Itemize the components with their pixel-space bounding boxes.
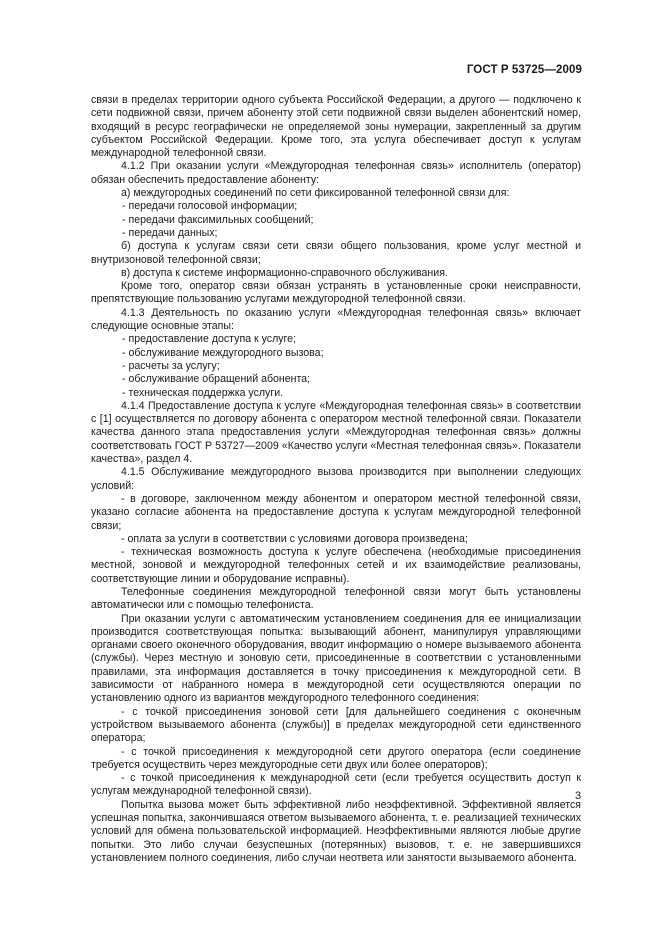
paragraph: 4.1.2 При оказании услуги «Междугородная телефонная связь» исполнитель (оператор) обязан обеспечить предоставление абоненту: (91, 160, 581, 186)
paragraph: При оказании услуги с автоматическим установлением соединения для ее инициализации производится соответствующая попытка: вызывающий абонент, манипулируя управляющими органами своего оконечного оборудования, вводит информацию о номере вызываемого абонента (службы). Через местную и зоновую сети, присоединенные в соответствии с установленными правилами, эта информация доставляется в точку присоединения к междугородной сети. В зависимости от набранного номера в междугородной сети осуществляются операции по установлению одного из вариантов междугородного телефонного соединения: (91, 612, 581, 705)
paragraph: Телефонные соединения междугородной телефонной связи могут быть установлены автоматически или с помощью телефониста. (91, 585, 581, 612)
list-item: - предоставление доступа к услуге; (122, 333, 297, 346)
list-item: - обслуживание обращений абонента; (122, 373, 311, 386)
paragraph: - оплата за услуги в соответствии с условиями договора произведена; (121, 532, 468, 545)
paragraph: - с точкой присоединения к междугородной сети другого оператора (если соединение требуется осуществить через междугородные сети двух или более операторов); (91, 745, 581, 771)
list-item: - передачи данных; (122, 226, 218, 239)
paragraph: 4.1.5 Обслуживание междугородного вызова производится при выполнении следующих условий: (91, 466, 581, 492)
paragraph: 4.1.4 Предоставление доступа к услуге «Междугородная телефонная связь» в соответствии с [1] осуществляется по договору абонента с оператором местной телефонной связи. Показатели качества данного этапа предоставления услуги «Междугородная телефонная связь» должны соответствовать ГОСТ Р 53727—2009 «Качество услуги «Местная телефонная связь». Показатели качества», раздел 4. (91, 399, 581, 466)
body-text (91, 94, 581, 865)
paragraph: 4.1.3 Деятельность по оказанию услуги «Междугородная телефонная связь» включает следующие основные этапы: (91, 306, 581, 333)
paragraph: Кроме того, оператор связи обязан устранять в установленные сроки неисправности, препятствующие пользованию услугами междугородной телефонной связи. (91, 280, 581, 306)
paragraph: а) междугородных соединений по сети фиксированной телефонной связи для: (121, 187, 510, 200)
paragraph: - с точкой присоединения к международной сети (если требуется осуществить доступ к услугам международной телефонной связи). (91, 772, 581, 798)
list-item: - передачи факсимильных сообщений; (122, 213, 314, 226)
paragraph: в) доступа к системе информационно-справочного обслуживания. (121, 266, 448, 279)
paragraph: - в договоре, заключенном между абонентом и оператором местной телефонной связи, указано согласие абонента на предоставление доступа к услугам междугородной телефонной связи; (91, 492, 581, 532)
list-item: - техническая поддержка услуги. (122, 386, 284, 399)
document-code: ГОСТ Р 53725—2009 (466, 64, 582, 76)
page-number: 3 (575, 790, 582, 802)
paragraph: - с точкой присоединения зоновой сети [для дальнейшего соединения с оконечным устройством вызываемого абонента (службы)] в пределах междугородной сети единственного оператора; (91, 705, 581, 745)
paragraph: б) доступа к услугам связи сети связи общего пользования, кроме услуг местной и внутризоновой телефонной связи; (91, 240, 581, 266)
paragraph: связи в пределах территории одного субъекта Российской Федерации, а другого — подключено к сети подвижной связи, причем абоненту этой сети подвижной связи выделен абонентский номер, входящий в ресурс географически не определяемой зоны нумерации, закрепленный за другим субъектом Российской Федерации. Кроме того, эта услуга обеспечивает доступ к услугам международной телефонной связи. (91, 94, 581, 160)
list-item: - расчеты за услугу; (122, 359, 220, 372)
paragraph: Попытка вызова может быть эффективной либо неэффективной. Эффективной является успешная попытка, закончившаяся ответом вызываемого абонента, т. е. реализацией технических условий для обмена пользовательской информацией. Неэффективными являются любые другие попытки. Это либо случаи безуспешных (потерянных) вызовов, т. е. не завершившихся установлением полного соединения, либо случаи неответа или занятости вызываемого абонента. (91, 798, 581, 864)
list-item: - передачи голосовой информации; (122, 200, 298, 213)
list-item: - обслуживание междугородного вызова; (122, 346, 324, 359)
paragraph: - техническая возможность доступа к услуге обеспечена (необходимые присоединения местной, зоновой и междугородной телефонных сетей и их взаимодействие реализованы, соответствующие линии и оборудование исправны). (91, 546, 581, 585)
